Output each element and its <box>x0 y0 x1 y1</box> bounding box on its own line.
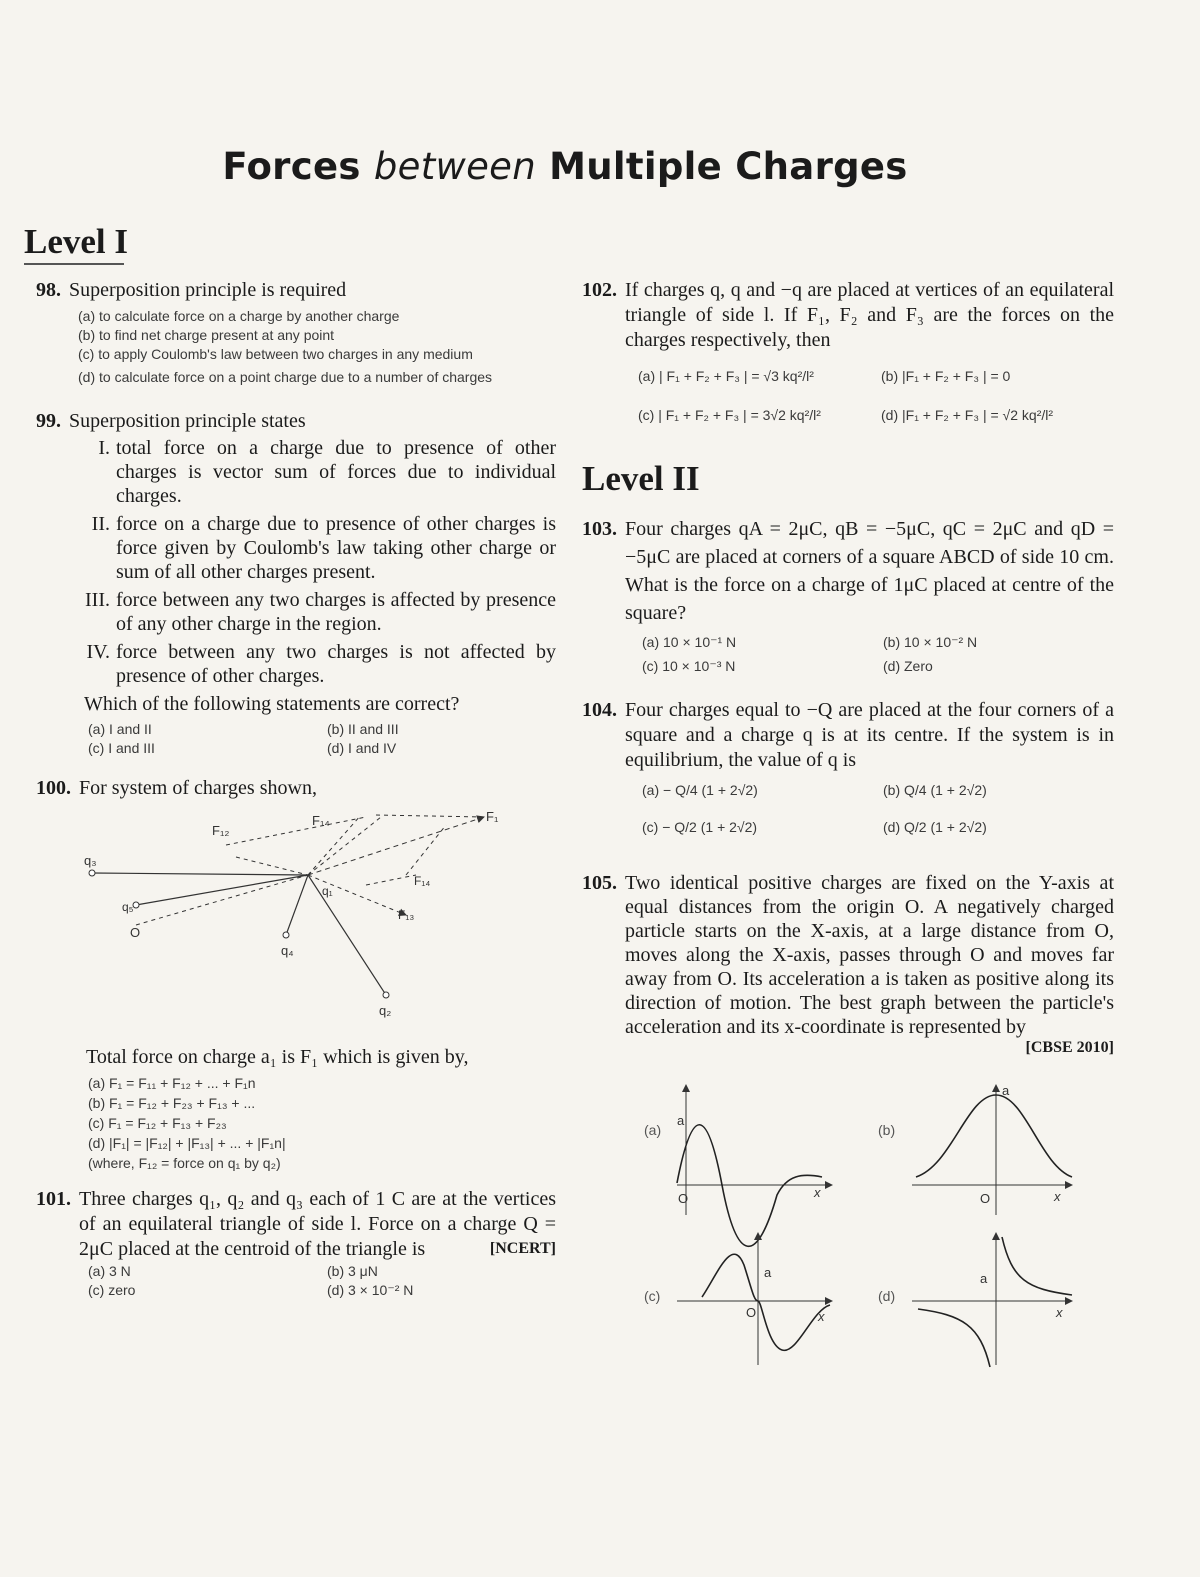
graph-b-axis-a: a <box>1002 1083 1010 1098</box>
option-d: (d) to calculate force on a point charge due to a number of charges <box>78 369 493 385</box>
question-number: 104. <box>582 699 617 721</box>
question-number: 103. <box>582 518 617 540</box>
graph-d-label: (d) <box>878 1288 896 1304</box>
option-b: (b) 3 μN <box>327 1263 378 1279</box>
graph-c <box>644 1233 832 1365</box>
right-column <box>582 278 1114 1375</box>
option-d: (d) 3 × 10⁻² N <box>327 1282 414 1298</box>
title-word-multiple-charges: Multiple Charges <box>549 145 908 188</box>
option-b: (b) F₁ = F₁₂ + F₂₃ + F₁₃ + ... <box>88 1095 256 1111</box>
question-text: Two identical positive charges are fixed on the Y-axis at equal distances from the origin O. A negatively charged particle starts on the X-axis, at a large distance from O, moves along the X-axis, passes through O and moves far away from O. Its acceleration a is taken as positive along its direction of motion. The best graph between the particle's acceleration and its x-coordinate is represented by <box>625 872 1114 1038</box>
option-c: (c) 10 × 10⁻³ N <box>642 658 736 674</box>
option-a: (a) | F₁ + F₂ + F₃ | = √3 kq²/l² <box>638 368 814 384</box>
label-f1: F₁ <box>486 809 499 824</box>
line-q1-q4 <box>286 875 308 935</box>
option-a: (a) 3 N <box>88 1263 131 1279</box>
force-line-f14-ext <box>366 875 416 885</box>
label-q1: q₁ <box>322 884 333 898</box>
line-q1-q2 <box>308 875 386 995</box>
statement-1: I. total force on a charge due to presence of other charges is vector sum of forces due to individual charges. <box>98 437 556 507</box>
option-c: (c) F₁ = F₁₂ + F₁₃ + F₂₃ <box>88 1115 227 1131</box>
charge-q5-dot <box>133 902 139 908</box>
graph-d-axis-a: a <box>980 1271 988 1286</box>
option-c: (c) zero <box>88 1282 136 1298</box>
graph-a-curve <box>677 1125 822 1247</box>
level-1-underline <box>24 263 124 265</box>
citation: [NCERT] <box>489 1240 556 1257</box>
charge-q3-dot <box>89 870 95 876</box>
question-number: 102. <box>582 279 617 301</box>
question-105 <box>582 871 1114 1375</box>
option-d: (d) Zero <box>883 658 933 674</box>
option-c: (c) | F₁ + F₂ + F₃ | = 3√2 kq²/l² <box>638 407 821 423</box>
graph-c-axis-x: x <box>818 1309 825 1324</box>
graph-d <box>878 1233 1072 1367</box>
option-c: (c) I and III <box>88 740 155 756</box>
label-f12: F₁₂ <box>212 823 230 838</box>
graph-c-axis-a: a <box>764 1265 772 1280</box>
option-d: (d) |F₁| = |F₁₂| + |F₁₃| + ... + |F₁n| <box>88 1135 286 1151</box>
title-word-forces: Forces <box>222 145 361 188</box>
option-b: (b) |F₁ + F₂ + F₃ | = 0 <box>881 368 1011 384</box>
force-line-f14-top <box>376 815 484 817</box>
question-text: If charges q, q and −q are placed at vertices of an equilateral triangle of side l. If F₁, F₂ and F₃ are the forces on the charges respectively, then <box>625 279 1114 351</box>
option-c: (c) to apply Coulomb's law between two charges in any medium <box>78 346 473 362</box>
force-line-f1 <box>308 817 484 875</box>
force-line-f14-side <box>406 825 446 875</box>
graph-b <box>878 1083 1072 1215</box>
graph-a-axis-a: a <box>677 1113 685 1128</box>
question-101 <box>36 1187 556 1300</box>
label-f14-side: F₁₄ <box>414 874 431 888</box>
level-1-heading: Level I <box>24 222 129 261</box>
graph-b-axis-x: x <box>1054 1189 1061 1204</box>
question-text: Four charges equal to −Q are placed at the four corners of a square and a charge q is at its centre. If the system is in equilibrium, the value of q is <box>625 699 1114 771</box>
graph-d-curve-right <box>1002 1237 1072 1295</box>
charge-q4-dot <box>283 932 289 938</box>
question-100 <box>36 776 556 1173</box>
option-b: (b) 10 × 10⁻² N <box>883 634 978 650</box>
line-q1-q3 <box>92 873 308 875</box>
graph-c-label: (c) <box>644 1288 661 1304</box>
option-note: (where, F₁₂ = force on q₁ by q₂) <box>88 1155 281 1171</box>
statement-2: II. force on a charge due to presence of other charges is force given by Coulomb's law taking other charge or sum of all other charges present. <box>91 513 556 583</box>
graph-b-origin: O <box>980 1191 991 1206</box>
question-text: Three charges q₁, q₂ and q₃ each of 1 C are at the vertices of an equilateral triangle of side l. Force on a charge Q = 2μC placed at the centroid of the triangle is <box>79 1188 556 1260</box>
question-text: Superposition principle is required <box>69 279 347 301</box>
citation: [CBSE 2010] <box>1025 1039 1114 1056</box>
graph-d-axis-x: x <box>1056 1305 1063 1320</box>
option-a: (a) F₁ = F₁₁ + F₁₂ + ... + F₁n <box>88 1075 256 1091</box>
charge-q2-dot <box>383 992 389 998</box>
option-a: (a) − Q/4 (1 + 2√2) <box>642 782 758 798</box>
label-q4: q₄ <box>281 943 294 958</box>
graph-c-origin: O <box>746 1305 757 1320</box>
option-a: (a) 10 × 10⁻¹ N <box>642 634 737 650</box>
label-f14: F₁₄ <box>312 813 330 828</box>
level-2-heading: Level II <box>582 459 700 498</box>
option-d: (d) Q/2 (1 + 2√2) <box>883 819 987 835</box>
option-d: (d) |F₁ + F₂ + F₃ | = √2 kq²/l² <box>881 407 1054 423</box>
graph-d-curve-left <box>918 1309 990 1367</box>
option-b: (b) II and III <box>327 721 399 737</box>
label-origin: O <box>130 925 141 940</box>
statement-4: IV. force between any two charges is not affected by presence of other charges. <box>86 641 556 687</box>
question-99 <box>36 409 556 758</box>
question-text: Superposition principle states <box>69 410 306 432</box>
question-number: 105. <box>582 872 617 894</box>
question-number: 98. <box>36 279 61 301</box>
question-number: 99. <box>36 410 61 432</box>
question-103 <box>582 515 1114 676</box>
title-word-between: between <box>373 145 536 188</box>
charges-force-figure <box>36 805 516 1045</box>
question-text: For system of charges shown, <box>79 777 317 799</box>
statement-3: III. force between any two charges is affected by presence of any other charge in the region. <box>85 589 556 635</box>
option-c: (c) − Q/2 (1 + 2√2) <box>642 819 758 835</box>
graph-a <box>644 1085 832 1246</box>
graph-b-curve <box>916 1095 1072 1177</box>
label-q2: q₂ <box>379 1003 392 1018</box>
graph-a-label: (a) <box>644 1122 662 1138</box>
option-d: (d) I and IV <box>327 740 397 756</box>
graph-a-origin: O <box>678 1191 689 1206</box>
question-104 <box>582 698 1114 837</box>
question-text: Four charges qA = 2μC, qB = −5μC, qC = 2μC and qD = −5μC are placed at corners of a square ABCD of side 10 cm. What is the force on a charge of 1μC placed at centre of the square? <box>625 518 1114 624</box>
acceleration-graphs <box>582 1065 1114 1375</box>
question-number: 100. <box>36 777 71 799</box>
graph-b-label: (b) <box>878 1122 896 1138</box>
question-102 <box>582 278 1114 425</box>
question-ask: Which of the following statements are correct? <box>84 693 460 715</box>
graph-a-axis-x: x <box>814 1185 821 1200</box>
question-number: 101. <box>36 1188 71 1210</box>
force-line-f12 <box>236 857 308 875</box>
option-b: (b) to find net charge present at any point <box>78 327 335 343</box>
label-q5: q₅ <box>122 900 134 914</box>
left-column <box>36 278 556 1300</box>
question-followup: Total force on charge a₁ is F₁ which is given by, <box>86 1046 469 1068</box>
question-98 <box>36 278 556 387</box>
label-f13: F₁₃ <box>398 908 415 922</box>
option-b: (b) Q/4 (1 + 2√2) <box>883 782 987 798</box>
option-a: (a) I and II <box>88 721 152 737</box>
label-q3: q₃ <box>84 853 97 868</box>
force-line-f12-top <box>226 817 366 845</box>
page-title <box>0 145 1130 188</box>
option-a: (a) to calculate force on a charge by another charge <box>78 308 400 324</box>
